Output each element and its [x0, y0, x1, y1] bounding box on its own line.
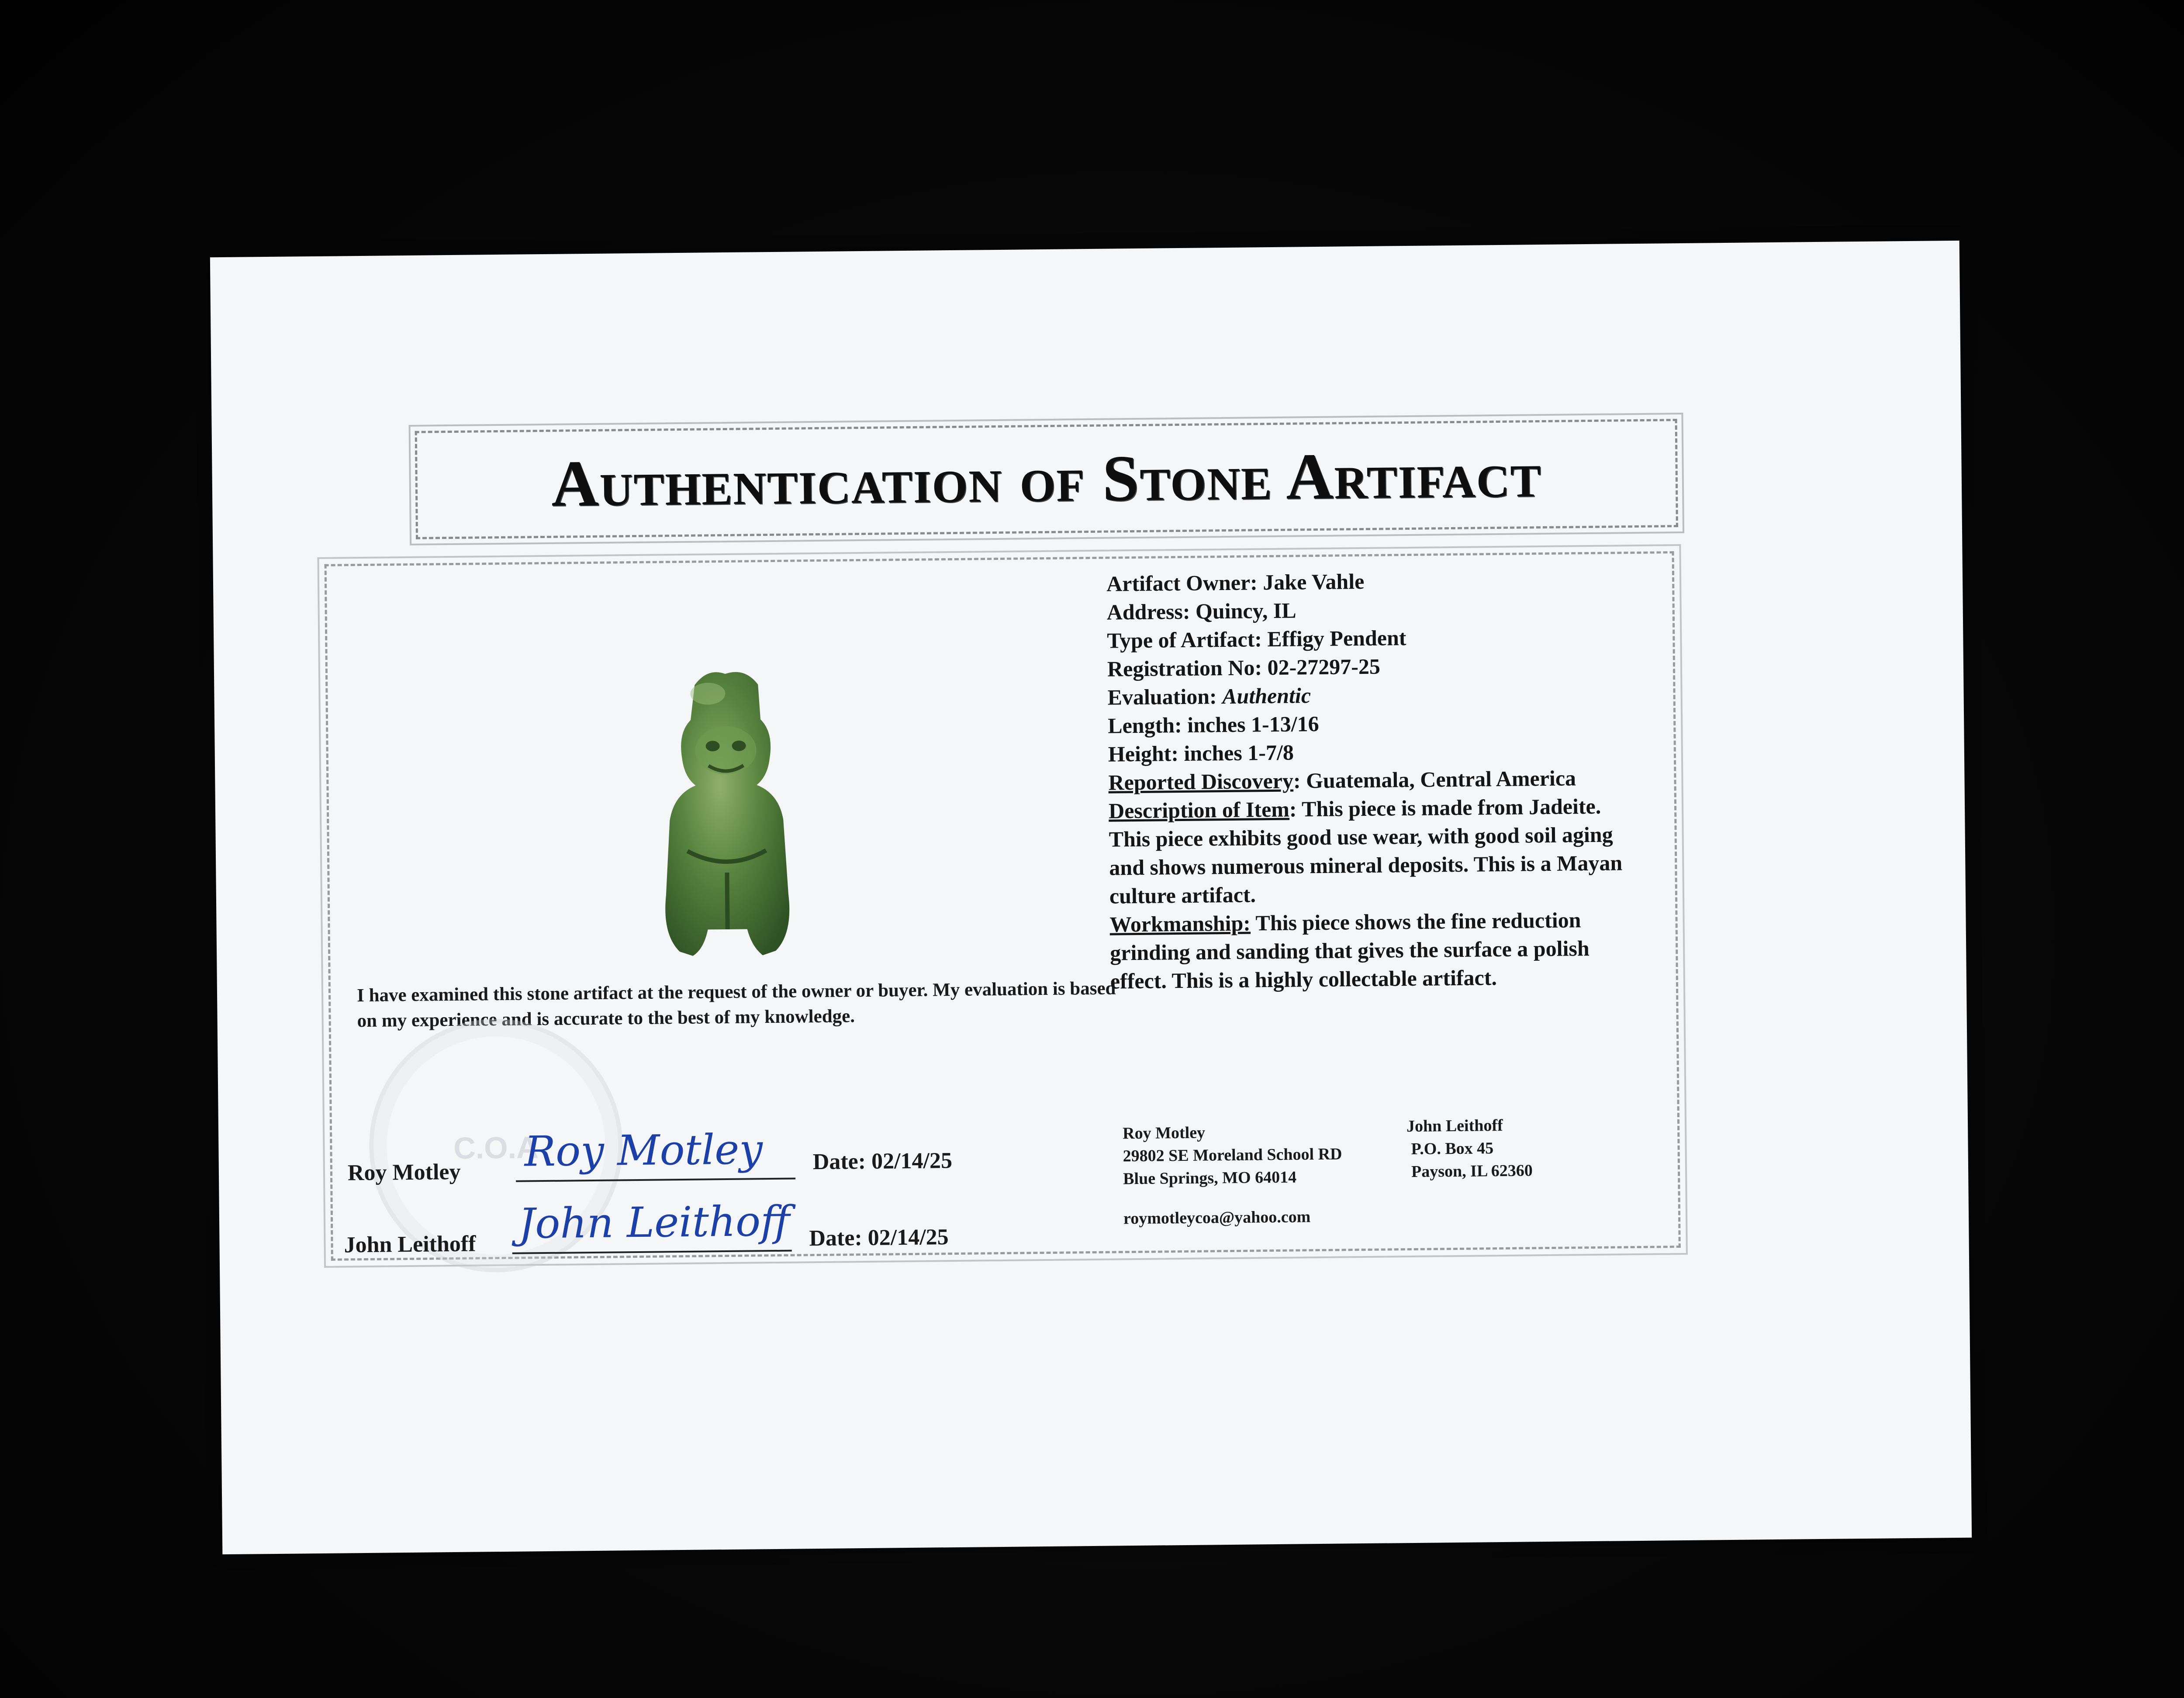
evaluation-line [1107, 678, 1641, 712]
signer-name-john: John Leithoff [344, 1231, 476, 1258]
length-line: Length: inches 1-13/16 [1107, 711, 1319, 738]
height-line: Height: inches 1-7/8 [1108, 740, 1294, 766]
contact-john-name: John Leithoff [1406, 1116, 1503, 1136]
date-roy: Date: 02/14/25 [812, 1148, 953, 1175]
owner-line: Artifact Owner: Jake Vahle [1106, 569, 1365, 596]
description-value: : This piece is made from Jadeite. This piece exhibits good use wear, with good soil aging and shows numerous mineral deposits. This is a Mayan culture artifact. [1109, 794, 1623, 908]
contact-john-street: P.O. Box 45 [1411, 1139, 1494, 1158]
signer-name-roy: Roy Motley [347, 1159, 461, 1186]
examination-statement: I have examined this stone artifact at the request of the owner or buyer. My evaluation is based on my experience and is accurate to the best of my knowledge. [356, 978, 1116, 1032]
date-john: Date: 02/14/25 [809, 1225, 949, 1251]
contact-john-city: Payson, IL 62360 [1411, 1161, 1533, 1181]
jade-effigy-photo [642, 666, 811, 965]
contact-john [1406, 1114, 1533, 1183]
discovery-line [1108, 763, 1641, 797]
registration-line: Registration No: 02-27297-25 [1107, 654, 1381, 681]
seal-text: C.O.A [453, 1130, 539, 1166]
certificate-body-border [325, 551, 1681, 1261]
address-line: Address: Quincy, IL [1106, 598, 1296, 625]
contact-roy-street: 29802 SE Moreland School RD [1123, 1145, 1342, 1166]
contact-email: roymotleycoa@yahoo.com [1123, 1208, 1311, 1228]
signature-john: John Leithoff [518, 1197, 791, 1248]
title-border [415, 419, 1678, 539]
workmanship-label: Workmanship: [1109, 911, 1251, 937]
contact-roy [1123, 1120, 1342, 1191]
evaluation-label: Evaluation: [1107, 684, 1223, 710]
certificate-title: Authentication of Stone Artifact [551, 438, 1542, 520]
discovery-label: Reported Discovery [1108, 768, 1294, 795]
signature-roy: Roy Motley [524, 1125, 763, 1176]
evaluation-value: Authentic [1222, 683, 1311, 709]
certificate-paper [210, 241, 1972, 1554]
description-paragraph [1109, 792, 1642, 911]
discovery-value: : Guatemala, Central America [1293, 766, 1576, 793]
contact-roy-name: Roy Motley [1122, 1123, 1206, 1143]
workmanship-value: This piece shows the fine reduction grinding and sanding that gives the surface a polish effect. This is a highly collectable artifact. [1109, 908, 1590, 994]
description-label: Description of Item [1108, 797, 1290, 823]
artifact-details [1106, 565, 1643, 996]
contact-roy-city: Blue Springs, MO 64014 [1123, 1168, 1297, 1188]
workmanship-paragraph [1109, 905, 1643, 996]
artifact-type-line: Type of Artifact: Effigy Pendent [1107, 625, 1406, 653]
